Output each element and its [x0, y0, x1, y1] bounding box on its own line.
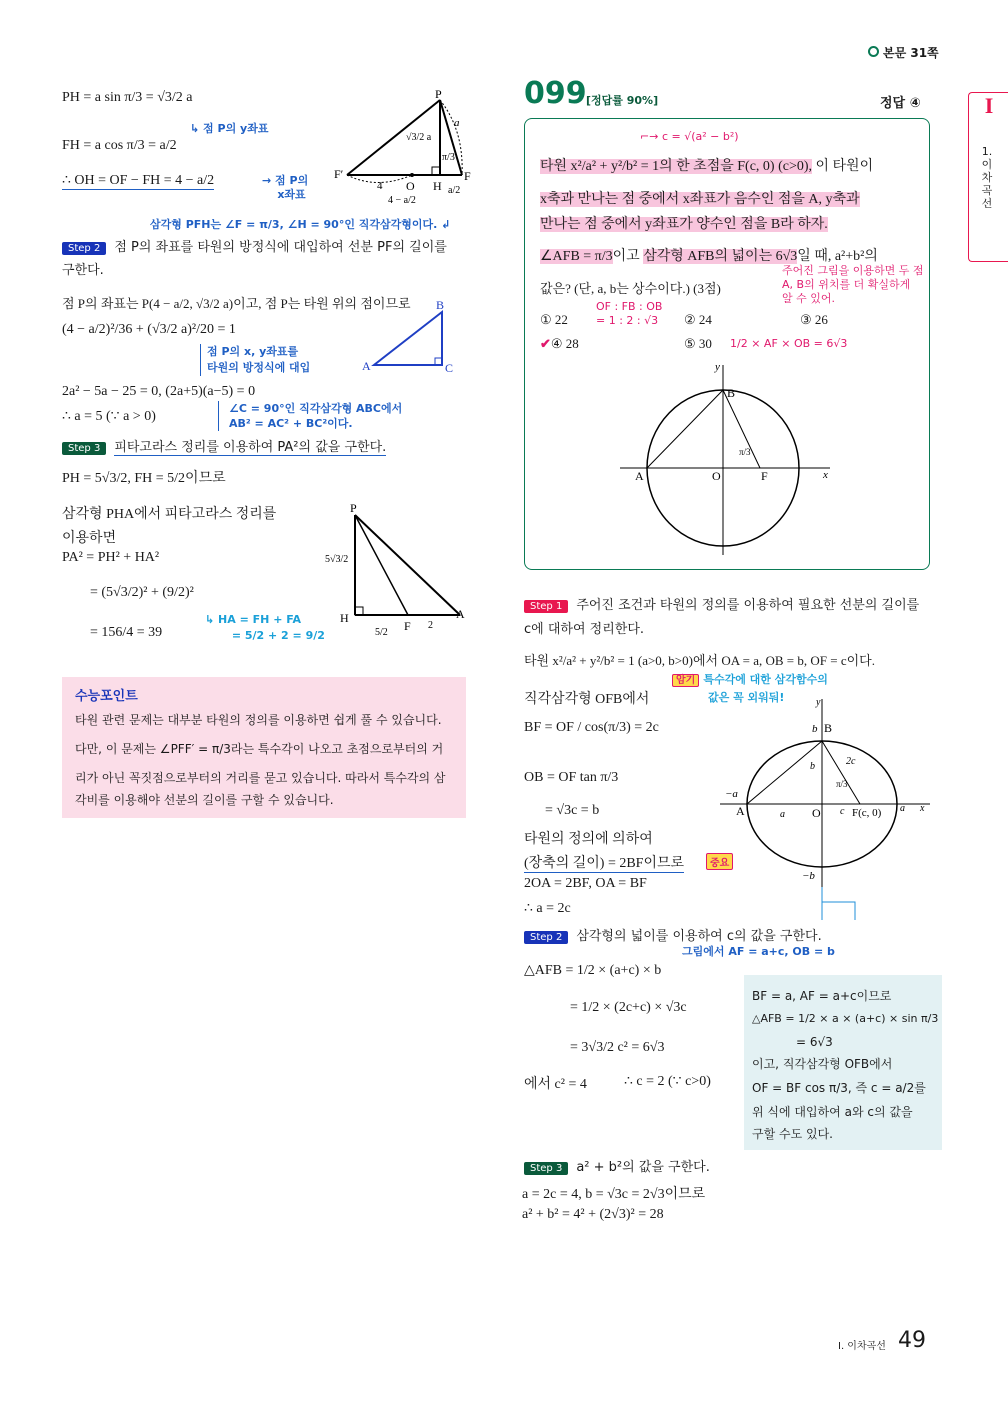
problem-line-1: 타원 x²/a² + y²/b² = 1의 한 초점을 F(c, 0) (c>0), 이 타원이: [540, 159, 874, 174]
diagram-triangle-pfh: [332, 87, 492, 210]
label-a: A: [362, 359, 371, 373]
label-b-val: b: [812, 723, 818, 735]
step3-heading: Step 3 피타고라스 정리를 이용하여 PA²의 값을 구한다.: [62, 436, 386, 455]
eq-ellipse: 타원 x²/a² + y²/b² = 1 (a>0, b>0)에서 OA = a, OB = b, OF = c이다.: [524, 653, 875, 668]
eq-a-2c: ∴ a = 2c: [524, 901, 571, 916]
alt-line: 위 식에 대입하여 a와 c의 값을: [752, 1105, 913, 1119]
step2-badge: Step 2: [62, 242, 106, 255]
choice-5[interactable]: ⑤ 30: [684, 336, 712, 351]
label-h: H: [340, 611, 349, 625]
step3-heading: Step 3 a² + b²의 값을 구한다.: [524, 1156, 710, 1175]
label-f-prime: F′: [334, 167, 344, 181]
side-tab-roman: I: [984, 93, 994, 118]
label-c: c: [840, 806, 845, 817]
eq-quadratic: 2a² − 5a − 25 = 0, (2a+5)(a−5) = 0: [62, 384, 256, 399]
check-icon: ✔: [540, 336, 551, 351]
label-o: O: [712, 469, 721, 483]
problem-line-4: ∠AFB = π/3이고 삼각형 AFB의 넓이는 6√3일 때, a²+b²의: [540, 249, 878, 264]
note-ha: ↳ HA = FH + FA = 5/2 + 2 = 9/2: [205, 613, 325, 642]
label-p: P: [435, 87, 442, 101]
step1-heading-cont: c에 대하여 정리한다.: [524, 622, 645, 637]
label-angle: π/3: [739, 447, 751, 457]
suneung-point-title: 수능포인트: [75, 689, 138, 704]
choice-2[interactable]: ② 24: [684, 312, 712, 327]
alt-line: 이고, 직각삼각형 OFB에서: [752, 1057, 893, 1071]
point-line: 리가 아닌 꼭짓점으로부터의 거리를 묻고 있습니다. 따라서 특수각의 삼: [75, 771, 446, 785]
alt-line: = 6√3: [796, 1035, 833, 1049]
label-f: F: [464, 169, 471, 183]
problem-number: 099: [524, 76, 587, 111]
alt-line: 구할 수도 있다.: [752, 1127, 833, 1141]
diagram-triangle-pha: [320, 500, 470, 655]
note-pfh: 삼각형 PFH는 ∠F = π/3, ∠H = 90°인 직각삼각형이다. ↲: [150, 218, 451, 231]
axis-y: y: [715, 361, 720, 373]
footer-chapter: I. 이차곡선: [838, 1341, 886, 1352]
note-y: ↳ 점 P의 y좌표: [190, 122, 269, 135]
point-line: 다만, 이 문제는 ∠PFF′ = π/3라는 특수각이 나오고 초점으로부터의 거: [75, 742, 444, 756]
eq-ph: PH = a sin π/3 = √3/2 a: [62, 90, 193, 105]
eq-c: ∴ c = 2 (∵ c>0): [624, 1074, 711, 1089]
eq-area-1: △AFB = 1/2 × (a+c) × b: [524, 963, 662, 978]
problem-line-5: 값은? (단, a, b는 상수이다.) (3점): [540, 281, 721, 296]
label-hf: 5/2: [375, 627, 388, 638]
note-pythagoras: ∠C = 90°인 직각삼각형 ABC에서 AB² = AC² + BC²이다.: [218, 401, 402, 431]
step1-heading: Step 1 주어진 조건과 타원의 정의를 이용하여 필요한 선분의 길이를: [524, 594, 919, 613]
text-using: 이용하면: [62, 531, 117, 546]
eq-pa2-sub: = (5√3/2)² + (9/2)²: [90, 585, 194, 600]
memo-badge: 암기: [672, 674, 699, 687]
correct-rate: [정답률 90%]: [586, 94, 659, 107]
side-tab-chapter: 1. 이차곡선: [981, 145, 993, 210]
label-b: B: [436, 298, 445, 312]
step2-heading: Step 2 점 P의 좌표를 타원의 방정식에 대입하여 선분 PF의 길이를: [62, 236, 447, 255]
alt-line: △AFB = 1/2 × a × (a+c) × sin π/3: [752, 1012, 939, 1025]
label-f: F: [404, 619, 411, 633]
label-neg-a: −a: [725, 788, 738, 800]
eq-a-value: ∴ a = 5 (∵ a > 0): [62, 409, 156, 424]
label-b-side: b: [810, 761, 815, 772]
label-angle: π/3: [442, 152, 455, 163]
label-a: A: [635, 469, 644, 483]
eq-pa2: PA² = PH² + HA²: [62, 550, 160, 565]
eq-pa2-result: = 156/4 = 39: [90, 625, 163, 640]
eq-ob-result: = √3c = b: [545, 803, 600, 818]
step3-badge: Step 3: [62, 442, 106, 455]
side-tab[interactable]: [968, 92, 1008, 262]
eq-oa-bf: 2OA = 2BF, OA = BF: [524, 876, 647, 891]
axis-x: x: [823, 469, 828, 481]
axis-y: y: [816, 697, 821, 708]
solution-figure-ellipse: [720, 697, 940, 922]
label-fa: 2: [428, 620, 433, 631]
step2-heading-cont: 구한다.: [62, 263, 104, 278]
label-a-dist: a: [780, 809, 785, 820]
note-ratio: OF : FB : OB = 1 : 2 : √3: [596, 300, 663, 327]
label-f: F: [761, 469, 768, 483]
answer: 정답 ④: [880, 96, 921, 111]
suneung-point-box: [62, 677, 466, 818]
label-neg-b: −b: [802, 870, 815, 882]
step2-heading: Step 2 삼각형의 넓이를 이용하여 c의 값을 구한다.: [524, 925, 822, 944]
eq-oh: ∴ OH = OF − FH = 4 − a/2: [62, 173, 215, 188]
label-2c: 2c: [846, 756, 856, 767]
text-definition: 타원의 정의에 의하여: [524, 832, 653, 847]
problem-line-2: x축과 만나는 점 중에서 x좌표가 음수인 점을 A, y축과: [540, 192, 860, 207]
label-angle: π/3: [836, 779, 848, 789]
note-points-ab: 주어진 그림을 이용하면 두 점 A, B의 위치를 더 확실하게 알 수 있어.: [782, 264, 924, 305]
circle-icon: [868, 46, 879, 57]
step1-badge: Step 1: [524, 600, 568, 613]
eq-area-3: = 3√3/2 c² = 6√3: [570, 1040, 665, 1055]
note-substitute: 점 P의 x, y좌표를 타원의 방정식에 대입: [200, 344, 310, 376]
eq-final: a² + b² = 4² + (2√3)² = 28: [522, 1207, 664, 1222]
step3-badge: Step 3: [524, 1162, 568, 1175]
important-badge: 중요: [706, 853, 733, 870]
note-x: → 점 P의 x좌표: [262, 174, 309, 201]
eq-ellipse-sub: (4 − a/2)²/36 + (√3/2 a)²/20 = 1: [62, 322, 236, 337]
label-height: √3/2 a: [406, 132, 432, 143]
page-number: 49: [898, 1328, 926, 1353]
memo-note: 암기 특수각에 대한 삼각함수의 값은 꼭 외워둬!: [672, 671, 828, 706]
text-ofb: 직각삼각형 OFB에서: [524, 692, 650, 707]
label-o: O: [406, 179, 415, 193]
alternative-box: [744, 975, 942, 1150]
choice-4[interactable]: ✔④ 28: [540, 336, 579, 351]
step2-badge: Step 2: [524, 931, 568, 944]
text-pha: 삼각형 PHA에서 피타고라스 정리를: [62, 507, 277, 522]
alt-line: BF = a, AF = a+c이므로: [752, 989, 892, 1003]
diagram-triangle-abc: [362, 300, 462, 375]
page-ref-text: 본문 31쪽: [883, 46, 939, 60]
eq-fh: FH = a cos π/3 = a/2: [62, 138, 177, 153]
point-line: 타원 관련 문제는 대부분 타원의 정의를 이용하면 쉽게 풀 수 있습니다.: [75, 713, 442, 727]
label-b: B: [727, 386, 736, 400]
alt-line: OF = BF cos π/3, 즉 c = a/2를: [752, 1081, 926, 1095]
label-f: F(c, 0): [852, 807, 882, 819]
problem-line-3: 만나는 점 중에서 y좌표가 양수인 점을 B라 하자.: [540, 217, 828, 232]
note-area: 1/2 × AF × OB = 6√3: [730, 337, 848, 350]
label-b: B: [824, 721, 833, 735]
choice-3[interactable]: ③ 26: [800, 312, 828, 327]
label-p: P: [350, 501, 357, 515]
label-c: C: [445, 361, 454, 375]
label-oh: 4 − a/2: [388, 195, 416, 206]
eq-ob: OB = OF tan π/3: [524, 770, 619, 785]
text-point-p: 점 P의 좌표는 P(4 − a/2, √3/2 a)이고, 점 P는 타원 위의 점이므로: [62, 296, 411, 311]
eq-major-axis: (장축의 길이) = 2BF이므로: [524, 852, 684, 873]
point-line: 각비를 이용해야 선분의 길이를 구할 수 있습니다.: [75, 793, 334, 807]
label-a-pos: a: [900, 803, 905, 814]
eq-ph-fh: PH = 5√3/2, FH = 5/2이므로: [62, 471, 226, 486]
eq-bf: BF = OF / cos(π/3) = 2c: [524, 720, 659, 735]
label-a-half: a/2: [448, 185, 461, 196]
eq-area-2: = 1/2 × (2c+c) × √3c: [570, 1000, 687, 1015]
eq-values: a = 2c = 4, b = √3c = 2√3이므로: [522, 1187, 706, 1202]
problem-figure-ellipse: [615, 360, 845, 560]
eq-c2: 에서 c² = 4: [524, 1077, 587, 1092]
note-figure: 그림에서 AF = a+c, OB = b: [682, 945, 835, 958]
axis-x: x: [920, 803, 925, 814]
label-a: A: [456, 607, 465, 621]
note-c: ⌐→ c = √(a² − b²): [640, 130, 739, 143]
label-a: a: [454, 117, 460, 129]
choice-1[interactable]: ① 22: [540, 312, 568, 327]
label-height: 5√3/2: [325, 554, 349, 565]
label-o: O: [812, 806, 821, 820]
page-reference: [868, 44, 939, 61]
label-a: A: [736, 804, 745, 818]
label-4: 4: [377, 180, 383, 192]
label-h: H: [433, 179, 442, 193]
